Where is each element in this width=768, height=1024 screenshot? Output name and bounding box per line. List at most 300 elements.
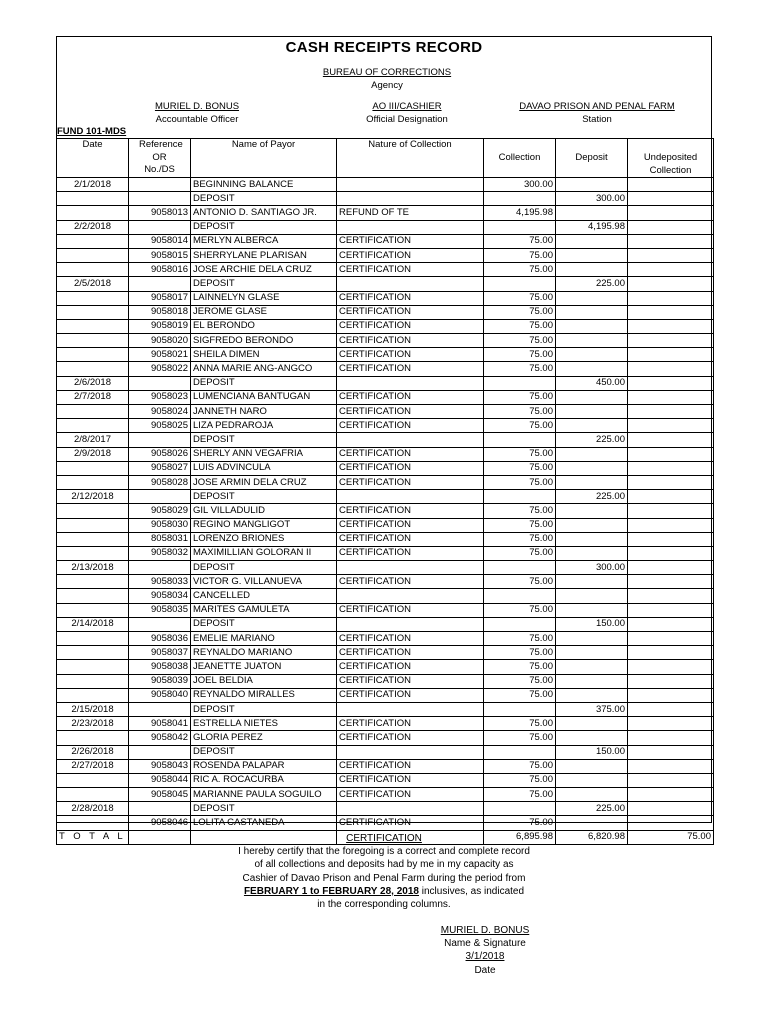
row-reference (129, 192, 191, 206)
table-row (57, 206, 714, 220)
row-nature: CERTIFICATION (337, 390, 484, 404)
col-undeposited: Undeposited Collection (628, 139, 714, 178)
row-nature: CERTIFICATION (337, 688, 484, 702)
row-nature: CERTIFICATION (337, 405, 484, 419)
row-reference: 9058020 (129, 334, 191, 348)
row-nature (337, 617, 484, 631)
row-payor: MERLYN ALBERCA (191, 234, 337, 248)
row-collection (484, 433, 556, 447)
row-date (57, 603, 129, 617)
row-date (57, 788, 129, 802)
row-collection (484, 220, 556, 234)
row-date (57, 305, 129, 319)
row-collection: 75.00 (484, 362, 556, 376)
table-row (57, 546, 714, 560)
row-payor: SHERLY ANN VEGAFRIA (191, 447, 337, 461)
col-nature: Nature of Collection (337, 139, 484, 178)
row-deposit: 300.00 (556, 561, 628, 575)
row-nature (337, 745, 484, 759)
row-nature: CERTIFICATION (337, 447, 484, 461)
receipts-table (56, 138, 714, 845)
table-row (57, 220, 714, 234)
certification-line-1: I hereby certify that the foregoing is a correct and complete record (238, 846, 530, 858)
row-nature (337, 490, 484, 504)
row-nature: CERTIFICATION (337, 575, 484, 589)
row-nature: CERTIFICATION (337, 546, 484, 560)
row-undeposited (628, 419, 714, 433)
row-nature: CERTIFICATION (337, 773, 484, 787)
row-nature (337, 376, 484, 390)
row-deposit: 225.00 (556, 490, 628, 504)
table-row (57, 802, 714, 816)
row-undeposited (628, 475, 714, 489)
row-undeposited (628, 319, 714, 333)
row-nature: CERTIFICATION (337, 334, 484, 348)
row-nature: CERTIFICATION (337, 674, 484, 688)
row-collection (484, 561, 556, 575)
row-deposit (556, 178, 628, 192)
certification-line-3: Cashier of Davao Prison and Penal Farm during the period from (242, 872, 526, 884)
row-payor: LORENZO BRIONES (191, 532, 337, 546)
table-header-row (57, 139, 714, 178)
table-row (57, 731, 714, 745)
row-deposit (556, 532, 628, 546)
row-nature: REFUND OF TE (337, 206, 484, 220)
row-deposit: 4,195.98 (556, 220, 628, 234)
table-row (57, 419, 714, 433)
row-reference: 9058023 (129, 390, 191, 404)
row-collection: 75.00 (484, 773, 556, 787)
certification-period: FEBRUARY 1 to FEBRUARY 28, 2018 (243, 885, 419, 897)
row-undeposited (628, 490, 714, 504)
table-row (57, 376, 714, 390)
row-reference: 9058040 (129, 688, 191, 702)
table-row (57, 518, 714, 532)
row-date: 2/13/2018 (57, 561, 129, 575)
row-reference: 9058035 (129, 603, 191, 617)
row-date (57, 192, 129, 206)
row-deposit (556, 263, 628, 277)
row-payor: MARIANNE PAULA SOGUILO (191, 788, 337, 802)
table-row (57, 390, 714, 404)
row-collection: 75.00 (484, 816, 556, 830)
row-collection: 75.00 (484, 461, 556, 475)
row-nature (337, 277, 484, 291)
row-deposit (556, 717, 628, 731)
agency-label: Agency (371, 80, 403, 91)
row-date (57, 731, 129, 745)
row-collection (484, 376, 556, 390)
table-row (57, 660, 714, 674)
row-nature: CERTIFICATION (337, 518, 484, 532)
row-deposit (556, 788, 628, 802)
row-reference: 9058041 (129, 717, 191, 731)
row-reference: 9058016 (129, 263, 191, 277)
row-payor: GLORIA PEREZ (191, 731, 337, 745)
row-date: 2/14/2018 (57, 617, 129, 631)
row-undeposited (628, 646, 714, 660)
row-nature: CERTIFICATION (337, 248, 484, 262)
table-row (57, 745, 714, 759)
row-date (57, 674, 129, 688)
row-reference: 9058036 (129, 632, 191, 646)
row-deposit (556, 660, 628, 674)
table-row (57, 490, 714, 504)
row-payor: DEPOSIT (191, 490, 337, 504)
row-nature: CERTIFICATION (337, 816, 484, 830)
row-date: 2/28/2018 (57, 802, 129, 816)
row-payor: DEPOSIT (191, 702, 337, 716)
row-undeposited (628, 362, 714, 376)
row-reference: 9058042 (129, 731, 191, 745)
row-deposit: 300.00 (556, 192, 628, 206)
signer-label: Name & Signature (444, 938, 526, 950)
row-undeposited (628, 277, 714, 291)
row-deposit (556, 305, 628, 319)
col-reference: Reference OR No./DS (129, 139, 191, 178)
row-deposit (556, 731, 628, 745)
row-nature: CERTIFICATION (337, 731, 484, 745)
row-date (57, 816, 129, 830)
officer-name: MURIEL D. BONUS (154, 101, 240, 112)
row-collection (484, 589, 556, 603)
row-date: 2/7/2018 (57, 390, 129, 404)
row-deposit (556, 475, 628, 489)
row-payor: JEROME GLASE (191, 305, 337, 319)
row-undeposited (628, 731, 714, 745)
table-row (57, 717, 714, 731)
table-row (57, 603, 714, 617)
row-deposit (556, 589, 628, 603)
table-row (57, 674, 714, 688)
table-row (57, 632, 714, 646)
row-deposit (556, 759, 628, 773)
row-date: 2/8/2017 (57, 433, 129, 447)
total-label: T O T A L (57, 830, 129, 844)
row-date (57, 688, 129, 702)
col-deposit: Deposit (556, 139, 628, 178)
row-nature: CERTIFICATION (337, 660, 484, 674)
row-collection: 75.00 (484, 518, 556, 532)
row-payor: REYNALDO MARIANO (191, 646, 337, 660)
row-deposit (556, 234, 628, 248)
row-collection: 75.00 (484, 234, 556, 248)
row-undeposited (628, 433, 714, 447)
row-collection: 75.00 (484, 575, 556, 589)
row-deposit (556, 632, 628, 646)
row-collection: 75.00 (484, 603, 556, 617)
row-undeposited (628, 745, 714, 759)
row-nature: CERTIFICATION (337, 717, 484, 731)
row-nature: CERTIFICATION (337, 632, 484, 646)
row-payor: LUIS ADVINCULA (191, 461, 337, 475)
row-undeposited (628, 178, 714, 192)
row-date: 2/26/2018 (57, 745, 129, 759)
row-date (57, 475, 129, 489)
row-deposit (556, 688, 628, 702)
row-payor: DEPOSIT (191, 433, 337, 447)
table-body (57, 178, 714, 831)
row-undeposited (628, 589, 714, 603)
row-undeposited (628, 603, 714, 617)
row-reference: 9058026 (129, 447, 191, 461)
row-deposit (556, 447, 628, 461)
row-date (57, 532, 129, 546)
row-deposit (556, 461, 628, 475)
row-undeposited (628, 405, 714, 419)
row-date: 2/5/2018 (57, 277, 129, 291)
row-deposit: 150.00 (556, 617, 628, 631)
row-reference: 9058028 (129, 475, 191, 489)
row-collection: 75.00 (484, 390, 556, 404)
row-nature (337, 702, 484, 716)
row-reference: 9058039 (129, 674, 191, 688)
row-nature: CERTIFICATION (337, 603, 484, 617)
row-reference (129, 178, 191, 192)
row-deposit: 225.00 (556, 277, 628, 291)
row-reference: 9058017 (129, 291, 191, 305)
row-reference: 9058046 (129, 816, 191, 830)
row-date (57, 461, 129, 475)
row-nature: CERTIFICATION (337, 759, 484, 773)
row-collection: 75.00 (484, 419, 556, 433)
table-row (57, 461, 714, 475)
row-date: 2/12/2018 (57, 490, 129, 504)
row-collection (484, 802, 556, 816)
row-payor: REYNALDO MIRALLES (191, 688, 337, 702)
row-deposit (556, 362, 628, 376)
row-reference (129, 220, 191, 234)
row-nature (337, 589, 484, 603)
row-reference (129, 745, 191, 759)
table-row (57, 475, 714, 489)
table-row (57, 447, 714, 461)
row-reference (129, 490, 191, 504)
row-nature: CERTIFICATION (337, 788, 484, 802)
table-row (57, 759, 714, 773)
row-payor: ANTONIO D. SANTIAGO JR. (191, 206, 337, 220)
designation-label: Official Designation (366, 114, 448, 125)
col-collection: Collection (484, 139, 556, 178)
row-deposit (556, 334, 628, 348)
row-reference (129, 802, 191, 816)
row-collection (484, 277, 556, 291)
table-row (57, 192, 714, 206)
row-nature (337, 220, 484, 234)
row-date (57, 419, 129, 433)
row-undeposited (628, 447, 714, 461)
table-row (57, 646, 714, 660)
row-payor: JANNETH NARO (191, 405, 337, 419)
row-undeposited (628, 617, 714, 631)
certification-heading: CERTIFICATION (346, 833, 422, 844)
row-nature (337, 178, 484, 192)
row-deposit (556, 674, 628, 688)
row-undeposited (628, 263, 714, 277)
row-collection (484, 702, 556, 716)
table-row (57, 348, 714, 362)
certification-line-4-tail: inclusives, as indicated (419, 885, 525, 897)
row-reference: 9058015 (129, 248, 191, 262)
row-payor: SHERRYLANE PLARISAN (191, 248, 337, 262)
row-deposit (556, 575, 628, 589)
row-reference: 9058030 (129, 518, 191, 532)
row-payor: DEPOSIT (191, 617, 337, 631)
row-deposit (556, 348, 628, 362)
row-date (57, 773, 129, 787)
page-title: CASH RECEIPTS RECORD (285, 39, 483, 56)
row-date: 2/1/2018 (57, 178, 129, 192)
row-reference: 9058038 (129, 660, 191, 674)
total-deposit: 6,820.98 (556, 830, 628, 844)
table-row (57, 248, 714, 262)
row-nature: CERTIFICATION (337, 305, 484, 319)
row-undeposited (628, 660, 714, 674)
total-collection: 6,895.98 (484, 830, 556, 844)
row-undeposited (628, 220, 714, 234)
row-collection: 4,195.98 (484, 206, 556, 220)
row-payor: BEGINNING BALANCE (191, 178, 337, 192)
officer-label: Accountable Officer (155, 114, 239, 125)
row-reference (129, 277, 191, 291)
certification-line-2: of all collections and deposits had by me in my capacity as (254, 859, 514, 871)
row-collection: 75.00 (484, 305, 556, 319)
row-reference: 9058044 (129, 773, 191, 787)
row-collection: 75.00 (484, 248, 556, 262)
row-undeposited (628, 773, 714, 787)
row-reference: 9058018 (129, 305, 191, 319)
row-deposit (556, 773, 628, 787)
row-undeposited (628, 702, 714, 716)
row-collection (484, 192, 556, 206)
row-undeposited (628, 461, 714, 475)
row-reference: 9058021 (129, 348, 191, 362)
fund-label: FUND 101-MDS (57, 126, 127, 137)
station-name: DAVAO PRISON AND PENAL FARM (519, 101, 675, 112)
row-nature: CERTIFICATION (337, 475, 484, 489)
row-reference: 9058045 (129, 788, 191, 802)
row-payor: SIGFREDO BERONDO (191, 334, 337, 348)
row-collection: 75.00 (484, 646, 556, 660)
table-row (57, 291, 714, 305)
row-nature: CERTIFICATION (337, 348, 484, 362)
table-row (57, 532, 714, 546)
row-deposit (556, 646, 628, 660)
certification-line-4 (0, 885, 768, 898)
row-deposit (556, 504, 628, 518)
row-payor: ANNA MARIE ANG-ANGCO (191, 362, 337, 376)
table-row (57, 702, 714, 716)
row-undeposited (628, 390, 714, 404)
row-date (57, 660, 129, 674)
row-reference (129, 702, 191, 716)
row-date (57, 348, 129, 362)
row-undeposited (628, 291, 714, 305)
row-collection: 75.00 (484, 717, 556, 731)
row-reference: 9058022 (129, 362, 191, 376)
row-collection: 75.00 (484, 405, 556, 419)
row-reference: 8058031 (129, 532, 191, 546)
row-collection: 75.00 (484, 688, 556, 702)
row-collection: 75.00 (484, 632, 556, 646)
table-row (57, 575, 714, 589)
col-date: Date (57, 139, 129, 178)
table-row (57, 305, 714, 319)
row-deposit (556, 518, 628, 532)
row-undeposited (628, 788, 714, 802)
row-payor: ROSENDA PALAPAR (191, 759, 337, 773)
row-reference: 9058024 (129, 405, 191, 419)
row-reference: 9058027 (129, 461, 191, 475)
row-undeposited (628, 518, 714, 532)
row-nature: CERTIFICATION (337, 461, 484, 475)
row-payor: JOSE ARCHIE DELA CRUZ (191, 263, 337, 277)
row-deposit: 225.00 (556, 433, 628, 447)
row-payor: LIZA PEDRAROJA (191, 419, 337, 433)
row-collection: 75.00 (484, 731, 556, 745)
row-reference (129, 376, 191, 390)
col-payor: Name of Payor (191, 139, 337, 178)
row-date: 2/27/2018 (57, 759, 129, 773)
row-undeposited (628, 334, 714, 348)
row-payor: LUMENCIANA BANTUGAN (191, 390, 337, 404)
table-row (57, 234, 714, 248)
row-collection (484, 617, 556, 631)
row-payor: DEPOSIT (191, 561, 337, 575)
row-collection: 75.00 (484, 674, 556, 688)
row-payor: VICTOR G. VILLANUEVA (191, 575, 337, 589)
row-undeposited (628, 674, 714, 688)
row-collection: 75.00 (484, 263, 556, 277)
row-payor: CANCELLED (191, 589, 337, 603)
row-payor: EMELIE MARIANO (191, 632, 337, 646)
row-date (57, 575, 129, 589)
table-row (57, 362, 714, 376)
row-deposit (556, 816, 628, 830)
row-undeposited (628, 688, 714, 702)
table-row (57, 788, 714, 802)
row-undeposited (628, 348, 714, 362)
row-undeposited (628, 546, 714, 560)
row-nature: CERTIFICATION (337, 362, 484, 376)
row-nature: CERTIFICATION (337, 532, 484, 546)
row-deposit (556, 319, 628, 333)
row-undeposited (628, 802, 714, 816)
row-undeposited (628, 575, 714, 589)
row-payor: EL BERONDO (191, 319, 337, 333)
row-date (57, 546, 129, 560)
row-payor: REGINO MANGLIGOT (191, 518, 337, 532)
total-undeposited: 75.00 (628, 830, 714, 844)
row-collection: 75.00 (484, 504, 556, 518)
table-row (57, 504, 714, 518)
row-date (57, 319, 129, 333)
row-reference (129, 433, 191, 447)
row-collection: 75.00 (484, 447, 556, 461)
row-collection: 75.00 (484, 319, 556, 333)
table-row (57, 178, 714, 192)
row-reference: 9058033 (129, 575, 191, 589)
row-collection: 75.00 (484, 475, 556, 489)
designation-name: AO III/CASHIER (372, 101, 442, 112)
row-collection: 75.00 (484, 759, 556, 773)
row-reference: 9058043 (129, 759, 191, 773)
table-row (57, 319, 714, 333)
row-deposit: 375.00 (556, 702, 628, 716)
row-nature (337, 561, 484, 575)
row-reference: 9058037 (129, 646, 191, 660)
signer-name: MURIEL D. BONUS (440, 925, 530, 936)
